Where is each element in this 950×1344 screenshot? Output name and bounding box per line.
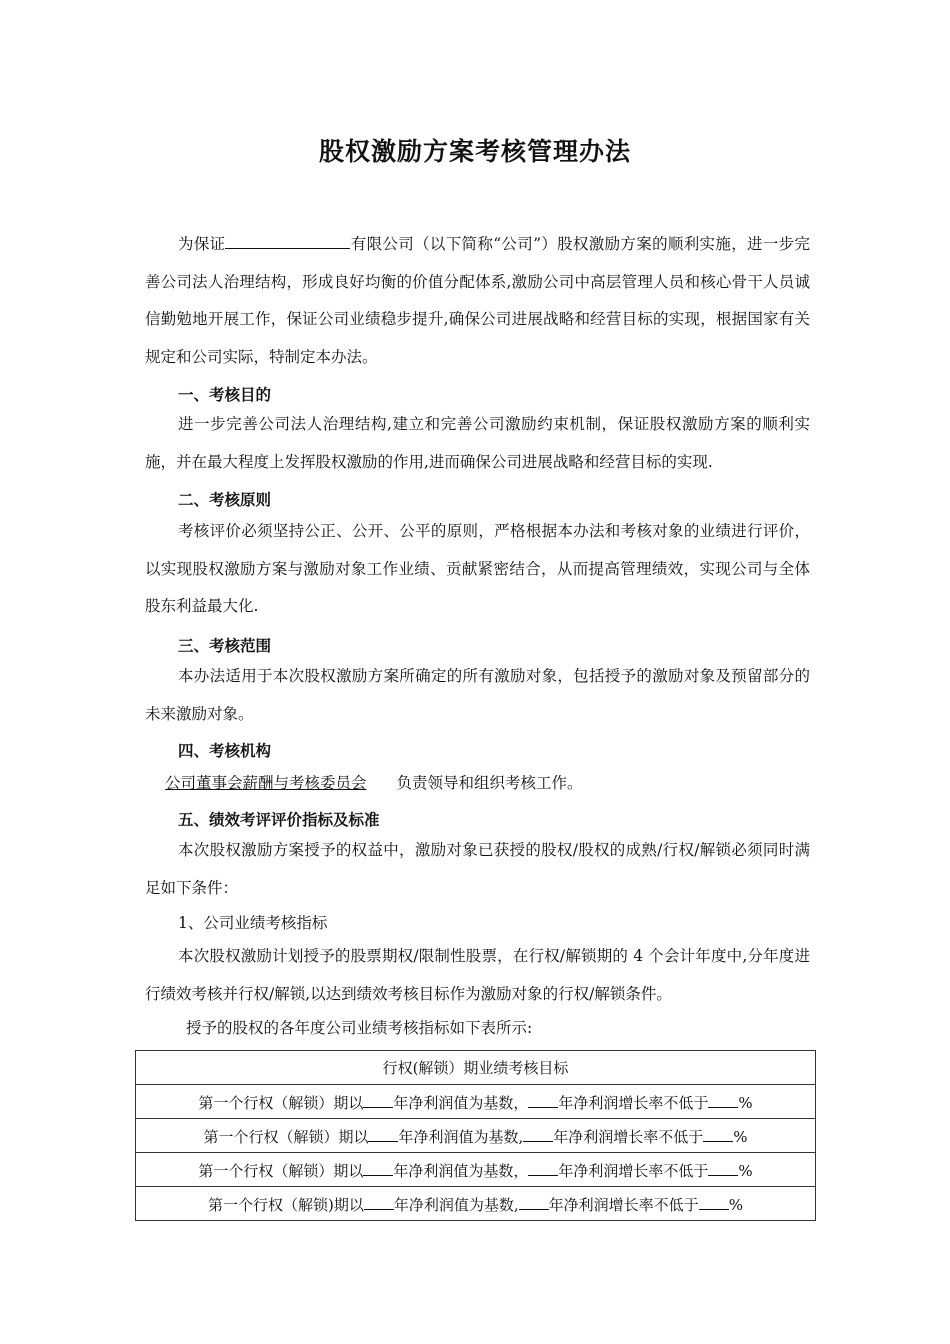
table-header: 行权(解锁）期业绩考核目标 [136,1051,816,1085]
row-percent-sign: % [738,1093,753,1112]
row-period-text: 第一个行权（解锁）期以 [198,1161,364,1180]
year-blank [363,1091,393,1108]
year-blank [363,1159,393,1176]
percent-blank [703,1125,733,1142]
row-growth-text: 年净利润增长率不低于 [558,1093,709,1112]
section-4-body [145,765,810,803]
subsection-1-title: 1、公司业绩考核指标 [178,914,328,932]
table-row [136,1187,816,1221]
section-1-heading: 一、考核目的 [178,386,272,404]
row-period-text: 第一个行权（解锁）期以 [198,1093,364,1112]
row-base-text: 年净利润值为基数， [393,1093,529,1112]
table-header-row [136,1051,816,1085]
percent-blank [708,1159,738,1176]
section-1-body: 进一步完善公司法人治理结构,建立和完善公司激励约束机制，保证股权激励方案的顺利实施，并在最大程度上发挥股权激励的作用,进而确保公司进展战略和经营目标的实现. [145,415,810,471]
table-row [136,1085,816,1119]
row-growth-text: 年净利润增长率不低于 [558,1161,709,1180]
company-name-blank [225,232,350,249]
row-growth-text: 年净利润增长率不低于 [548,1195,699,1214]
document-title: 股权激励方案考核管理办法 [318,137,631,166]
section-5-body: 本次股权激励方案授予的权益中，激励对象已获授的股权/股权的成熟/行权/解锁必须同时满足如下条件： [145,841,810,897]
row-period-text: 第一个行权（解锁)期以 [208,1195,364,1214]
row-period-text: 第一个行权（解锁）期以 [203,1127,369,1146]
section-5-heading: 五、绩效考评评价指标及标准 [178,811,380,829]
committee-name: 公司董事会薪酬与考核委员会 [165,774,367,792]
year-blank [364,1193,394,1210]
section-2-body: 考核评价必须坚持公正、公开、公平的原则，严格根据本办法和考核对象的业绩进行评价，以实现股权激励方案与激励对象工作业绩、贡献紧密结合，从而提高管理绩效，实现公司与全体股东利益最大化. [145,522,810,615]
percent-blank [699,1193,729,1210]
row-growth-text: 年净利润增长率不低于 [553,1127,704,1146]
percent-blank [708,1091,738,1108]
year-blank [519,1193,549,1210]
year-blank [368,1125,398,1142]
row-percent-sign: % [733,1127,748,1146]
table-intro: 授予的股权的各年度公司业绩考核指标如下表所示: [186,1019,533,1037]
year-blank [523,1125,553,1142]
row-base-text: 年净利润值为基数, [393,1195,519,1214]
section-2-heading: 二、考核原则 [178,491,272,509]
year-blank [528,1159,558,1176]
row-base-text: 年净利润值为基数, [398,1127,524,1146]
intro-suffix: 有限公司（以下简称“公司”）股权激励方案的顺利实施，进一步完善公司法人治理结构，形成良好均衡的价值分配体系,激励公司中高层管理人员和核心骨干人员诚信勤勉地开展工作，保证公司业绩稳步提升,确保公司进展战略和经营目标的实现，根据国家有关规定和公司实际，特制定本办法。 [145,235,810,366]
performance-target-table [135,1050,816,1221]
section-3-heading: 三、考核范围 [178,637,272,655]
table-row [136,1119,816,1153]
table-row [136,1153,816,1187]
row-base-text: 年净利润值为基数， [393,1161,529,1180]
intro-prefix: 为保证 [178,235,226,253]
row-percent-sign: % [738,1161,753,1180]
subsection-1-body: 本次股权激励计划授予的股票期权/限制性股票，在行权/解锁期的 4 个会计年度中,分年度进行绩效考核并行权/解锁,以达到绩效考核目标作为激励对象的行权/解锁条件。 [145,947,810,1003]
section-3-body: 本办法适用于本次股权激励方案所确定的所有激励对象，包括授予的激励对象及预留部分的未来激励对象。 [145,667,810,723]
section-4-heading: 四、考核机构 [178,742,272,760]
intro-paragraph [145,226,810,376]
year-blank [528,1091,558,1108]
section-4-text: 负责领导和组织考核工作。 [396,774,583,792]
row-percent-sign: % [728,1195,743,1214]
